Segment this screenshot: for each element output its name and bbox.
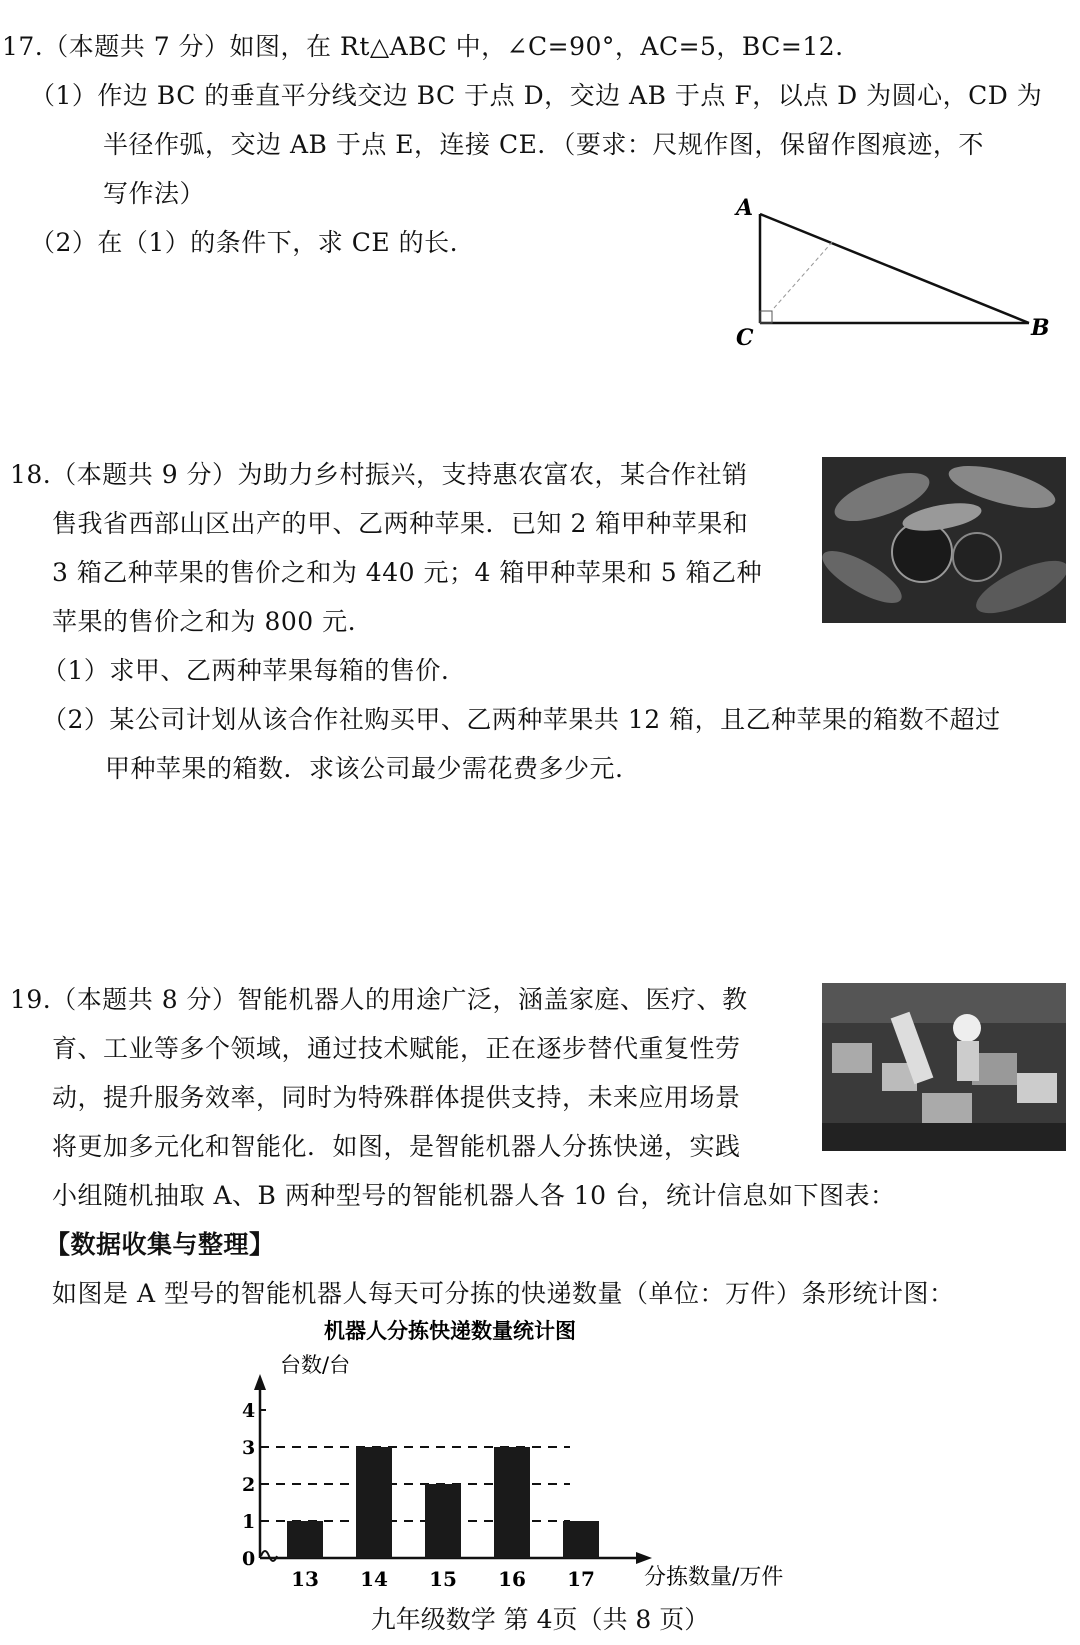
x-tick-label-16: 16 [498,1567,526,1590]
construction-trace [774,240,834,308]
q19-line5: 小组随机抽取 A、B 两种型号的智能机器人各 10 台，统计信息如下图表： [52,1181,896,1210]
x-tick-label-15: 15 [429,1567,457,1590]
q19-line7: 如图是 A 型号的智能机器人每天可分拣的快递数量（单位：万件）条形统计图： [52,1279,955,1308]
label-c: C [736,325,754,351]
bar-chart [240,1312,800,1590]
x-axis-label: 分拣数量/万件 [644,1565,784,1590]
y-axis-label: 台数/台 [280,1353,351,1377]
bar-17 [563,1521,599,1558]
q17-line1: 17.（本题共 7 分）如图，在 Rt△ABC 中，∠C=90°，AC=5，BC=12. [2,32,844,61]
label-b: B [1031,315,1050,341]
y-axis-arrow [254,1374,266,1390]
q19-line1: 19.（本题共 8 分）智能机器人的用途广泛，涵盖家庭、医疗、教 [10,985,748,1014]
apple-tree-photo [822,457,1066,623]
robot-sorting-photo [822,983,1066,1151]
y-tick-label-1: 1 [242,1511,256,1533]
x-tick-label-14: 14 [360,1567,388,1590]
x-tick-label-17: 17 [567,1567,595,1590]
side-ab [760,214,1029,323]
q19-line3: 动，提升服务效率，同时为特殊群体提供支持，未来应用场景 [52,1083,741,1112]
q18-line1: 18.（本题共 9 分）为助力乡村振兴，支持惠农富农，某合作社销 [10,460,748,489]
bar-13 [287,1521,323,1558]
q17-line2: （1）作边 BC 的垂直平分线交边 BC 于点 D，交边 AB 于点 F，以点 D 为圆心，CD 为 [30,81,1043,110]
label-a: A [736,195,754,221]
q17-line5: （2）在（1）的条件下，求 CE 的长. [30,228,459,257]
q18-line2: 售我省西部山区出产的甲、乙两种苹果．已知 2 箱甲种苹果和 [52,509,749,538]
q17-line4: 写作法） [103,179,206,208]
x-axis-arrow [636,1552,652,1564]
bar-15 [425,1484,461,1558]
page-footer: 九年级数学 第 4页（共 8 页） [370,1605,710,1634]
q18-line6: （2）某公司计划从该合作社购买甲、乙两种苹果共 12 箱，且乙种苹果的箱数不超过 [42,705,1001,734]
bar-14 [356,1447,392,1558]
axis-break [261,1551,277,1561]
q18-line4: 苹果的售价之和为 800 元. [52,607,357,636]
bar-16 [494,1447,530,1558]
q18-line5: （1）求甲、乙两种苹果每箱的售价. [42,656,450,685]
x-tick-label-13: 13 [291,1567,319,1590]
y-tick-label-3: 3 [242,1437,256,1459]
y-tick-label-4: 4 [242,1400,256,1422]
y-tick-label-2: 2 [242,1474,256,1496]
q19-line4: 将更加多元化和智能化．如图，是智能机器人分拣快递，实践 [52,1132,741,1161]
triangle-figure [690,185,1070,355]
q18-line7: 甲种苹果的箱数．求该公司最少需花费多少元. [105,754,624,783]
section-heading: 【数据收集与整理】 [45,1230,275,1259]
q18-line3: 3 箱乙种苹果的售价之和为 440 元；4 箱甲种苹果和 5 箱乙种 [52,558,763,587]
right-angle-mark [760,311,772,323]
chart-title: 机器人分拣快递数量统计图 [324,1319,576,1343]
q19-line2: 育、工业等多个领域，通过技术赋能，正在逐步替代重复性劳 [52,1034,741,1063]
y-tick-label-0: 0 [242,1548,256,1570]
q17-line3: 半径作弧，交边 AB 于点 E，连接 CE．（要求：尺规作图，保留作图痕迹，不 [103,130,984,159]
